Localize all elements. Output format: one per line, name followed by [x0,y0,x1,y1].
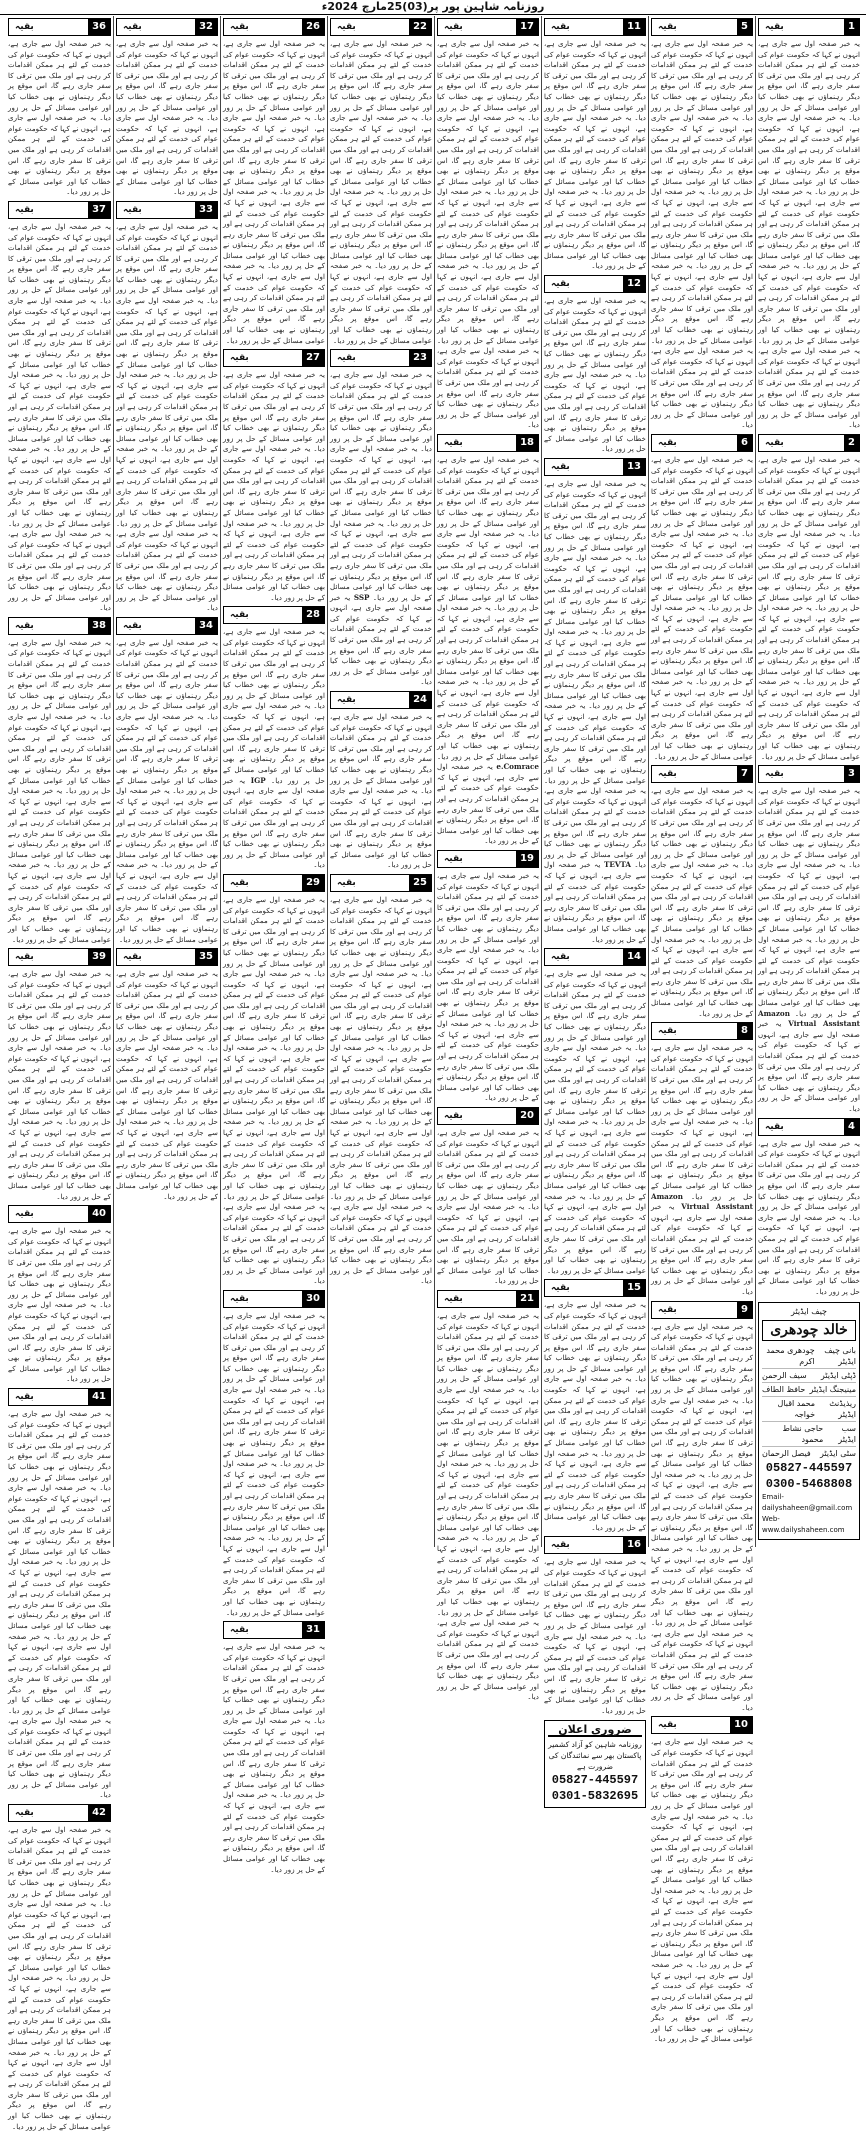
continuation-label: بقیہ [658,1304,677,1315]
continuation-block-22 [330,18,432,346]
continuation-block-23 [330,349,432,688]
continuation-block-28 [223,606,325,871]
story-text: یہ خبر صفحہ اول سے جاری ہے، انہوں نے کہا کہ حکومت عوام کی خدمت کے لئے ہر ممکن اقدامات کر رہی ہے اور ملک میں ترقی کا سفر جاری رہے گا، اس موقع پر دیگر رہنماؤں نے بھی خطاب کیا اور عوامی مسائل کے حل پر زور دیا۔ یہ خبر صفحہ اول سے جاری ہے، انہوں نے کہا کہ حکومت عوام کی خدمت کے لئے ہر ممکن اقدامات کر رہی ہے اور ملک میں ترقی کا سفر جاری رہے گا، اس موقع پر دیگر رہنماؤں نے بھی خطاب کیا اور عوامی مسائل کے حل پر زور دیا۔ یہ خبر صفحہ اول سے جاری ہے، انہوں نے کہا کہ حکومت عوام کی خدمت کے لئے ہر ممکن اقدامات کر رہی ہے اور ملک میں ترقی کا سفر جاری رہے گا، اس موقع پر دیگر رہنماؤں نے بھی خطاب کیا اور عوامی مسائل کے حل پر زور دیا۔ یہ خبر صفحہ اول سے جاری ہے، انہوں نے کہا کہ حکومت عوام کی خدمت کے لئے ہر ممکن اقدامات کر رہی ہے اور ملک میں ترقی کا سفر جاری رہے گا، اس موقع پر دیگر رہنماؤں نے بھی خطاب کیا اور عوامی مسائل کے حل پر زور دیا۔ [8,637,111,944]
imprint-person: حاجی نشاط محمود [782,1423,824,1444]
story-text: یہ خبر صفحہ اول سے جاری ہے، انہوں نے کہا کہ حکومت عوام کی خدمت کے لئے ہر ممکن اقدامات کر رہی ہے اور ملک میں ترقی کا سفر جاری رہے گا، اس موقع پر دیگر رہنماؤں نے بھی خطاب کیا اور عوامی مسائل کے حل پر زور دیا۔ یہ خبر صفحہ اول سے جاری ہے، انہوں نے کہا کہ حکومت عوام کی خدمت کے لئے ہر ممکن اقدامات کر رہی ہے اور ملک میں ترقی کا سفر جاری رہے گا، اس موقع پر دیگر رہنماؤں نے بھی خطاب کیا اور عوامی مسائل کے حل پر زور دیا۔ یہ خبر صفحہ اول سے جاری ہے، انہوں نے کہا کہ حکومت عوام کی خدمت کے لئے ہر ممکن اقدامات کر رہی ہے اور ملک میں ترقی کا سفر جاری رہے گا، اس موقع پر دیگر رہنماؤں نے بھی خطاب کیا اور عوامی مسائل کے حل پر زور دیا۔ یہ خبر صفحہ اول سے جاری ہے، انہوں نے کہا کہ حکومت عوام کی خدمت کے لئے ہر ممکن اقدامات کر رہی ہے اور ملک میں ترقی کا سفر جاری رہے گا، اس موقع پر دیگر رہنماؤں نے بھی خطاب کیا اور عوامی مسائل کے حل پر زور دیا۔ یہ خبر صفحہ اول سے جاری ہے، انہوں نے کہا کہ حکومت عوام کی خدمت کے لئے ہر ممکن اقدامات کر رہی ہے اور ملک میں ترقی کا سفر جاری رہے گا، اس موقع پر دیگر رہنماؤں نے بھی خطاب کیا اور عوامی مسائل کے حل پر زور دیا۔ [651,39,753,430]
continuation-tag [8,1205,111,1223]
continuation-block-35 [116,948,218,1202]
continuation-block-11 [544,18,646,272]
continuation-tag [758,765,860,783]
continuation-label: بقیہ [15,952,34,963]
continuation-number: 14 [623,949,645,965]
continuation-tag [544,458,646,476]
continuation-tag [223,1621,325,1639]
announcement-phone-2: 0301-5832695 [551,1789,639,1804]
column-1 [755,16,862,1547]
story-text: یہ خبر صفحہ اول سے جاری ہے، انہوں نے کہا کہ حکومت عوام کی خدمت کے لئے ہر ممکن اقدامات کر رہی ہے اور ملک میں ترقی کا سفر جاری رہے گا، اس موقع پر دیگر رہنماؤں نے بھی خطاب کیا اور عوامی مسائل کے حل پر زور دیا۔ یہ خبر صفحہ اول سے جاری ہے، انہوں نے کہا کہ حکومت عوام کی خدمت کے لئے ہر ممکن اقدامات کر رہی ہے اور ملک میں ترقی کا سفر جاری رہے گا، اس موقع پر دیگر رہنماؤں نے بھی خطاب کیا اور عوامی مسائل کے حل پر زور دیا۔ یہ خبر صفحہ اول سے جاری ہے، انہوں نے کہا کہ حکومت عوام کی خدمت کے لئے ہر ممکن اقدامات کر رہی ہے اور ملک میں ترقی کا سفر جاری رہے گا، اس موقع پر دیگر رہنماؤں نے بھی خطاب کیا اور عوامی مسائل کے حل پر زور دیا۔ یہ خبر صفحہ اول سے جاری ہے، انہوں نے کہا کہ حکومت عوام کی خدمت کے لئے ہر ممکن اقدامات کر رہی ہے اور ملک میں ترقی کا سفر جاری رہے گا، اس موقع پر دیگر رہنماؤں نے بھی خطاب کیا اور عوامی مسائل کے حل پر زور دیا۔ [223,1310,325,1617]
continuation-label: بقیہ [230,610,249,621]
continuation-number: 41 [88,1389,110,1405]
column-7 [113,16,220,1547]
story-text: یہ خبر صفحہ اول سے جاری ہے، انہوں نے کہا کہ حکومت عوام کی خدمت کے لئے ہر ممکن اقدامات کر رہی ہے اور ملک میں ترقی کا سفر جاری رہے گا، اس موقع پر دیگر رہنماؤں نے بھی خطاب کیا اور عوامی مسائل کے حل پر زور دیا۔ یہ خبر صفحہ اول سے جاری ہے، انہوں نے کہا کہ حکومت عوام کی خدمت کے لئے ہر ممکن اقدامات کر رہی ہے اور ملک میں ترقی کا سفر جاری رہے گا، اس موقع پر دیگر رہنماؤں نے بھی خطاب کیا اور عوامی مسائل کے حل پر زور دیا۔ یہ خبر صفحہ اول سے جاری ہے، انہوں نے کہا کہ حکومت عوام کی خدمت کے لئے ہر ممکن اقدامات کر رہی ہے اور ملک میں ترقی کا سفر جاری رہے گا، اس موقع پر دیگر رہنماؤں نے بھی خطاب کیا اور عوامی مسائل کے حل پر زور دیا۔ یہ خبر صفحہ اول سے جاری ہے، انہوں نے کہا کہ حکومت عوام کی خدمت کے لئے ہر ممکن اقدامات کر رہی ہے اور ملک میں ترقی کا سفر جاری رہے گا، اس موقع پر دیگر رہنماؤں نے بھی خطاب کیا اور عوامی مسائل کے حل پر زور دیا۔ [223,39,325,345]
imprint-role: سب ایڈیٹر [838,1423,856,1444]
continuation-number: 27 [302,350,324,366]
inline-term: e.Comrace [492,762,539,772]
continuation-label: بقیہ [337,22,356,32]
continuation-tag [758,18,860,36]
imprint-row [762,1397,856,1422]
story-text: یہ خبر صفحہ اول سے جاری ہے، انہوں نے کہا کہ حکومت عوام کی خدمت کے لئے ہر ممکن اقدامات کر رہی ہے اور ملک میں ترقی کا سفر جاری رہے گا، اس موقع پر دیگر رہنماؤں نے بھی خطاب کیا اور عوامی مسائل کے حل پر زور دیا۔ یہ خبر صفحہ اول سے جاری ہے، انہوں نے کہا کہ حکومت عوام کی خدمت کے لئے ہر ممکن اقدامات کر رہی ہے اور ملک میں ترقی کا سفر جاری رہے گا، اس موقع پر دیگر رہنماؤں نے بھی خطاب کیا اور عوامی مسائل کے حل پر زور دیا۔ یہ خبر صفحہ اول سے جاری ہے، انہوں نے کہا کہ حکومت عوام کی خدمت کے لئے ہر ممکن اقدامات کر رہی ہے اور ملک میں ترقی کا سفر جاری رہے گا، اس موقع پر دیگر رہنماؤں نے بھی خطاب کیا اور عوامی مسائل کے حل پر زور دیا۔ [8,969,111,1201]
continuation-number: 20 [516,1108,538,1124]
continuation-block-7 [651,765,753,1019]
continuation-number: 29 [302,875,324,891]
story-text: یہ خبر صفحہ اول سے جاری ہے، انہوں نے کہا کہ حکومت عوام کی خدمت کے لئے ہر ممکن اقدامات کر رہی ہے اور ملک میں ترقی کا سفر جاری رہے گا، اس موقع پر دیگر رہنماؤں نے بھی خطاب کیا اور عوامی مسائل کے حل پر زور دیا۔ یہ خبر صفحہ اول سے جاری ہے، انہوں نے کہا کہ حکومت عوام کی خدمت کے لئے ہر ممکن اقدامات کر رہی ہے اور ملک میں ترقی کا سفر جاری رہے گا، اس موقع پر دیگر رہنماؤں نے بھی خطاب کیا اور عوامی مسائل کے حل پر زور دیا۔ IGP یہ خبر صفحہ اول سے جاری ہے، انہوں نے کہا کہ حکومت عوام کی خدمت کے لئے ہر ممکن اقدامات کر رہی ہے اور ملک میں ترقی کا سفر جاری رہے گا، اس موقع پر دیگر رہنماؤں نے بھی خطاب کیا اور عوامی مسائل کے حل پر زور دیا۔ [223,627,325,870]
story-text: یہ خبر صفحہ اول سے جاری ہے، انہوں نے کہا کہ حکومت عوام کی خدمت کے لئے ہر ممکن اقدامات کر رہی ہے اور ملک میں ترقی کا سفر جاری رہے گا، اس موقع پر دیگر رہنماؤں نے بھی خطاب کیا اور عوامی مسائل کے حل پر زور دیا۔ یہ خبر صفحہ اول سے جاری ہے، انہوں نے کہا کہ حکومت عوام کی خدمت کے لئے ہر ممکن اقدامات کر رہی ہے اور ملک میں ترقی کا سفر جاری رہے گا، اس موقع پر دیگر رہنماؤں نے بھی خطاب کیا اور عوامی مسائل کے حل پر زور دیا۔ یہ خبر صفحہ اول سے جاری ہے، انہوں نے کہا کہ حکومت عوام کی خدمت کے لئے ہر ممکن اقدامات کر رہی ہے اور ملک میں ترقی کا سفر جاری رہے گا، اس موقع پر دیگر رہنماؤں نے بھی خطاب کیا اور عوامی مسائل کے حل پر زور دیا۔ Amazon Virtual Assistant یہ خبر صفحہ اول سے جاری ہے، انہوں نے کہا کہ حکومت عوام کی خدمت کے لئے ہر ممکن اقدامات کر رہی ہے اور ملک میں ترقی کا سفر جاری رہے گا، اس موقع پر دیگر رہنماؤں نے بھی خطاب کیا اور عوامی مسائل کے حل پر زور دیا۔ [758,786,860,1113]
story-text: یہ خبر صفحہ اول سے جاری ہے، انہوں نے کہا کہ حکومت عوام کی خدمت کے لئے ہر ممکن اقدامات کر رہی ہے اور ملک میں ترقی کا سفر جاری رہے گا، اس موقع پر دیگر رہنماؤں نے بھی خطاب کیا اور عوامی مسائل کے حل پر زور دیا۔ یہ خبر صفحہ اول سے جاری ہے، انہوں نے کہا کہ حکومت عوام کی خدمت کے لئے ہر ممکن اقدامات کر رہی ہے اور ملک میں ترقی کا سفر جاری رہے گا، اس موقع پر دیگر رہنماؤں نے بھی خطاب کیا اور عوامی مسائل کے حل پر زور دیا۔ [544,296,646,454]
continuation-tag [223,349,325,367]
story-text: یہ خبر صفحہ اول سے جاری ہے، انہوں نے کہا کہ حکومت عوام کی خدمت کے لئے ہر ممکن اقدامات کر رہی ہے اور ملک میں ترقی کا سفر جاری رہے گا، اس موقع پر دیگر رہنماؤں نے بھی خطاب کیا اور عوامی مسائل کے حل پر زور دیا۔ یہ خبر صفحہ اول سے جاری ہے، انہوں نے کہا کہ حکومت عوام کی خدمت کے لئے ہر ممکن اقدامات کر رہی ہے اور ملک میں ترقی کا سفر جاری رہے گا، اس موقع پر دیگر رہنماؤں نے بھی خطاب کیا اور عوامی مسائل کے حل پر زور دیا۔ یہ خبر صفحہ اول سے جاری ہے، انہوں نے کہا کہ حکومت عوام کی خدمت کے لئے ہر ممکن اقدامات کر رہی ہے اور ملک میں ترقی کا سفر جاری رہے گا، اس موقع پر دیگر رہنماؤں نے بھی خطاب کیا اور عوامی مسائل کے حل پر زور دیا۔ یہ خبر صفحہ اول سے جاری ہے، انہوں نے کہا کہ حکومت عوام کی خدمت کے لئے ہر ممکن اقدامات کر رہی ہے اور ملک میں ترقی کا سفر جاری رہے گا، اس موقع پر دیگر رہنماؤں نے بھی خطاب کیا اور عوامی مسائل کے حل پر زور دیا۔ یہ خبر صفحہ اول سے جاری ہے، انہوں نے کہا کہ حکومت عوام کی خدمت کے لئے ہر ممکن اقدامات کر رہی ہے اور ملک میں ترقی کا سفر جاری رہے گا، اس موقع پر دیگر رہنماؤں نے بھی خطاب کیا اور عوامی مسائل کے حل پر زور دیا۔ [437,1310,539,1702]
continuation-tag [8,1388,111,1406]
story-text: یہ خبر صفحہ اول سے جاری ہے، انہوں نے کہا کہ حکومت عوام کی خدمت کے لئے ہر ممکن اقدامات کر رہی ہے اور ملک میں ترقی کا سفر جاری رہے گا، اس موقع پر دیگر رہنماؤں نے بھی خطاب کیا اور عوامی مسائل کے حل پر زور دیا۔ یہ خبر صفحہ اول سے جاری ہے، انہوں نے کہا کہ حکومت عوام کی خدمت کے لئے ہر ممکن اقدامات کر رہی ہے اور ملک میں ترقی کا سفر جاری رہے گا، اس موقع پر دیگر رہنماؤں نے بھی خطاب کیا اور عوامی مسائل کے حل پر زور دیا۔ یہ خبر صفحہ اول سے جاری ہے، انہوں نے کہا کہ حکومت عوام کی خدمت کے لئے ہر ممکن اقدامات کر رہی ہے اور ملک میں ترقی کا سفر جاری رہے گا، اس موقع پر دیگر رہنماؤں نے بھی خطاب کیا اور عوامی مسائل کے حل پر زور دیا۔ [651,786,753,1018]
continuation-tag [651,1301,753,1319]
continuation-tag [330,691,432,709]
imprint-role: ڈپٹی ایڈیٹر [820,1370,856,1380]
story-text: یہ خبر صفحہ اول سے جاری ہے، انہوں نے کہا کہ حکومت عوام کی خدمت کے لئے ہر ممکن اقدامات کر رہی ہے اور ملک میں ترقی کا سفر جاری رہے گا، اس موقع پر دیگر رہنماؤں نے بھی خطاب کیا اور عوامی مسائل کے حل پر زور دیا۔ یہ خبر صفحہ اول سے جاری ہے، انہوں نے کہا کہ حکومت عوام کی خدمت کے لئے ہر ممکن اقدامات کر رہی ہے اور ملک میں ترقی کا سفر جاری رہے گا، اس موقع پر دیگر رہنماؤں نے بھی خطاب کیا اور عوامی مسائل کے حل پر زور دیا۔ یہ خبر صفحہ اول سے جاری ہے، انہوں نے کہا کہ حکومت عوام کی خدمت کے لئے ہر ممکن اقدامات کر رہی ہے اور ملک میں ترقی کا سفر جاری رہے گا، اس موقع پر دیگر رہنماؤں نے بھی خطاب کیا اور عوامی مسائل کے حل پر زور دیا۔ [223,370,325,602]
continuation-tag [223,1290,325,1308]
continuation-tag [330,349,432,367]
continuation-tag [544,1279,646,1297]
continuation-block-5 [651,18,753,431]
continuation-tag [8,18,111,36]
story-text: یہ خبر صفحہ اول سے جاری ہے، انہوں نے کہا کہ حکومت عوام کی خدمت کے لئے ہر ممکن اقدامات کر رہی ہے اور ملک میں ترقی کا سفر جاری رہے گا، اس موقع پر دیگر رہنماؤں نے بھی خطاب کیا اور عوامی مسائل کے حل پر زور دیا۔ یہ خبر صفحہ اول سے جاری ہے، انہوں نے کہا کہ حکومت عوام کی خدمت کے لئے ہر ممکن اقدامات کر رہی ہے اور ملک میں ترقی کا سفر جاری رہے گا، اس موقع پر دیگر رہنماؤں نے بھی خطاب کیا اور عوامی مسائل کے حل پر زور دیا۔ یہ خبر صفحہ اول سے جاری ہے، انہوں نے کہا کہ حکومت عوام کی خدمت کے لئے ہر ممکن اقدامات کر رہی ہے اور ملک میں ترقی کا سفر جاری رہے گا، اس موقع پر دیگر رہنماؤں نے بھی خطاب کیا اور عوامی مسائل کے حل پر زور دیا۔ یہ خبر صفحہ اول سے جاری ہے، انہوں نے کہا کہ حکومت عوام کی خدمت کے لئے ہر ممکن اقدامات کر رہی ہے اور ملک میں ترقی کا سفر جاری رہے گا، اس موقع پر دیگر رہنماؤں نے بھی خطاب کیا اور عوامی مسائل کے حل پر زور دیا۔ یہ خبر صفحہ اول سے جاری ہے، انہوں نے کہا کہ حکومت عوام کی خدمت کے لئے ہر ممکن اقدامات کر رہی ہے اور ملک میں ترقی کا سفر جاری رہے گا، اس موقع پر دیگر رہنماؤں نے بھی خطاب کیا اور عوامی مسائل کے حل پر زور دیا۔ [223,894,325,1286]
column-4 [434,16,541,1702]
column-2 [648,16,755,2044]
imprint-phone-1: 05827-445597 [765,1460,853,1475]
continuation-block-40 [8,1205,111,1385]
continuation-tag [437,1107,539,1125]
announcement-box [544,1720,646,1808]
story-text: یہ خبر صفحہ اول سے جاری ہے، انہوں نے کہا کہ حکومت عوام کی خدمت کے لئے ہر ممکن اقدامات کر رہی ہے اور ملک میں ترقی کا سفر جاری رہے گا، اس موقع پر دیگر رہنماؤں نے بھی خطاب کیا اور عوامی مسائل کے حل پر زور دیا۔ یہ خبر صفحہ اول سے جاری ہے، انہوں نے کہا کہ حکومت عوام کی خدمت کے لئے ہر ممکن اقدامات کر رہی ہے اور ملک میں ترقی کا سفر جاری رہے گا، اس موقع پر دیگر رہنماؤں نے بھی خطاب کیا اور عوامی مسائل کے حل پر زور دیا۔ یہ خبر صفحہ اول سے جاری ہے، انہوں نے کہا کہ حکومت عوام کی خدمت کے لئے ہر ممکن اقدامات کر رہی ہے اور ملک میں ترقی کا سفر جاری رہے گا، اس موقع پر دیگر رہنماؤں نے بھی خطاب کیا اور عوامی مسائل کے حل پر زور دیا۔ یہ خبر صفحہ اول سے جاری ہے، انہوں نے کہا کہ حکومت عوام کی خدمت کے لئے ہر ممکن اقدامات کر رہی ہے اور ملک میں ترقی کا سفر جاری رہے گا، اس موقع پر دیگر رہنماؤں نے بھی خطاب کیا اور عوامی مسائل کے حل پر زور دیا۔ یہ خبر صفحہ اول سے جاری ہے، انہوں نے کہا کہ حکومت عوام کی خدمت کے لئے ہر ممکن اقدامات کر رہی ہے اور ملک میں ترقی کا سفر جاری رہے گا، اس موقع پر دیگر رہنماؤں نے بھی خطاب کیا اور عوامی مسائل کے حل پر زور دیا۔ [116,221,218,613]
continuation-label: بقیہ [551,22,570,32]
continuation-number: 16 [623,1537,645,1553]
story-text: یہ خبر صفحہ اول سے جاری ہے، انہوں نے کہا کہ حکومت عوام کی خدمت کے لئے ہر ممکن اقدامات کر رہی ہے اور ملک میں ترقی کا سفر جاری رہے گا، اس موقع پر دیگر رہنماؤں نے بھی خطاب کیا اور عوامی مسائل کے حل پر زور دیا۔ یہ خبر صفحہ اول سے جاری ہے، انہوں نے کہا کہ حکومت عوام کی خدمت کے لئے ہر ممکن اقدامات کر رہی ہے اور ملک میں ترقی کا سفر جاری رہے گا، اس موقع پر دیگر رہنماؤں نے بھی خطاب کیا اور عوامی مسائل کے حل پر زور دیا۔ یہ خبر صفحہ اول سے جاری ہے، انہوں نے کہا کہ حکومت عوام کی خدمت کے لئے ہر ممکن اقدامات کر رہی ہے اور ملک میں ترقی کا سفر جاری رہے گا، اس موقع پر دیگر رہنماؤں نے بھی خطاب کیا اور عوامی مسائل کے حل پر زور دیا۔ [437,870,539,1103]
story-text: یہ خبر صفحہ اول سے جاری ہے، انہوں نے کہا کہ حکومت عوام کی خدمت کے لئے ہر ممکن اقدامات کر رہی ہے اور ملک میں ترقی کا سفر جاری رہے گا، اس موقع پر دیگر رہنماؤں نے بھی خطاب کیا اور عوامی مسائل کے حل پر زور دیا۔ یہ خبر صفحہ اول سے جاری ہے، انہوں نے کہا کہ حکومت عوام کی خدمت کے لئے ہر ممکن اقدامات کر رہی ہے اور ملک میں ترقی کا سفر جاری رہے گا، اس موقع پر دیگر رہنماؤں نے بھی خطاب کیا اور عوامی مسائل کے حل پر زور دیا۔ [330,712,432,870]
continuation-block-30 [223,1290,325,1618]
continuation-label: بقیہ [230,22,249,32]
continuation-block-36 [8,18,111,198]
story-text: یہ خبر صفحہ اول سے جاری ہے، انہوں نے کہا کہ حکومت عوام کی خدمت کے لئے ہر ممکن اقدامات کر رہی ہے اور ملک میں ترقی کا سفر جاری رہے گا، اس موقع پر دیگر رہنماؤں نے بھی خطاب کیا اور عوامی مسائل کے حل پر زور دیا۔ یہ خبر صفحہ اول سے جاری ہے، انہوں نے کہا کہ حکومت عوام کی خدمت کے لئے ہر ممکن اقدامات کر رہی ہے اور ملک میں ترقی کا سفر جاری رہے گا، اس موقع پر دیگر رہنماؤں نے بھی خطاب کیا اور عوامی مسائل کے حل پر زور دیا۔ یہ خبر صفحہ اول سے جاری ہے، انہوں نے کہا کہ حکومت عوام کی خدمت کے لئے ہر ممکن اقدامات کر رہی ہے اور ملک میں ترقی کا سفر جاری رہے گا، اس موقع پر دیگر رہنماؤں نے بھی خطاب کیا اور عوامی مسائل کے حل پر زور دیا۔ [544,39,646,271]
continuation-label: بقیہ [15,22,34,32]
story-text: یہ خبر صفحہ اول سے جاری ہے، انہوں نے کہا کہ حکومت عوام کی خدمت کے لئے ہر ممکن اقدامات کر رہی ہے اور ملک میں ترقی کا سفر جاری رہے گا، اس موقع پر دیگر رہنماؤں نے بھی خطاب کیا اور عوامی مسائل کے حل پر زور دیا۔ یہ خبر صفحہ اول سے جاری ہے، انہوں نے کہا کہ حکومت عوام کی خدمت کے لئے ہر ممکن اقدامات کر رہی ہے اور ملک میں ترقی کا سفر جاری رہے گا، اس موقع پر دیگر رہنماؤں نے بھی خطاب کیا اور عوامی مسائل کے حل پر زور دیا۔ [758,1138,860,1296]
continuation-label: بقیہ [551,1540,570,1551]
continuation-label: بقیہ [230,1293,249,1304]
continuation-number: 23 [409,350,431,366]
continuation-label: بقیہ [337,877,356,888]
continuation-number: 13 [623,459,645,475]
continuation-label: بقیہ [765,22,784,32]
continuation-block-27 [223,349,325,603]
continuation-tag [651,1022,753,1040]
continuation-number: 10 [730,1717,752,1733]
continuation-block-37 [8,201,111,614]
continuation-tag [651,434,753,452]
continuation-block-25 [330,874,432,1287]
continuation-block-16 [544,1536,646,1716]
continuation-block-33 [116,201,218,614]
imprint-row [762,1344,856,1369]
continuation-tag [8,1804,111,1822]
chief-editor-name: خالد چودھری [762,1320,856,1341]
continuation-tag [651,765,753,783]
imprint-box [758,1302,860,1540]
continuation-tag [544,948,646,966]
continuation-label: بقیہ [658,769,677,780]
story-text: یہ خبر صفحہ اول سے جاری ہے، انہوں نے کہا کہ حکومت عوام کی خدمت کے لئے ہر ممکن اقدامات کر رہی ہے اور ملک میں ترقی کا سفر جاری رہے گا، اس موقع پر دیگر رہنماؤں نے بھی خطاب کیا اور عوامی مسائل کے حل پر زور دیا۔ یہ خبر صفحہ اول سے جاری ہے، انہوں نے کہا کہ حکومت عوام کی خدمت کے لئے ہر ممکن اقدامات کر رہی ہے اور ملک میں ترقی کا سفر جاری رہے گا، اس موقع پر دیگر رہنماؤں نے بھی خطاب کیا اور عوامی مسائل کے حل پر زور دیا۔ یہ خبر صفحہ اول سے جاری ہے، انہوں نے کہا کہ حکومت عوام کی خدمت کے لئے ہر ممکن اقدامات کر رہی ہے اور ملک میں ترقی کا سفر جاری رہے گا، اس موقع پر دیگر رہنماؤں نے بھی خطاب کیا اور عوامی مسائل کے حل پر زور دیا۔ یہ خبر صفحہ اول سے جاری ہے، انہوں نے کہا کہ حکومت عوام کی خدمت کے لئے ہر ممکن اقدامات کر رہی ہے اور ملک میں ترقی کا سفر جاری رہے گا، اس موقع پر دیگر رہنماؤں نے بھی خطاب کیا اور عوامی مسائل کے حل پر زور دیا۔ یہ خبر صفحہ اول سے جاری ہے، انہوں نے کہا کہ حکومت عوام کی خدمت کے لئے ہر ممکن اقدامات کر رہی ہے اور ملک میں ترقی کا سفر جاری رہے گا، اس موقع پر دیگر رہنماؤں نے بھی خطاب کیا اور عوامی مسائل کے حل پر زور دیا۔ TEVTA یہ خبر صفحہ اول سے جاری ہے، انہوں نے کہا کہ حکومت عوام کی خدمت کے لئے ہر ممکن اقدامات کر رہی ہے اور ملک میں ترقی کا سفر جاری رہے گا، اس موقع پر دیگر رہنماؤں نے بھی خطاب کیا اور عوامی مسائل کے حل پر زور دیا۔ [544,478,646,944]
continuation-number: 2 [844,435,859,451]
continuation-number: 7 [737,766,752,782]
continuation-number: 38 [88,618,110,634]
continuation-number: 25 [409,875,431,891]
story-text: یہ خبر صفحہ اول سے جاری ہے، انہوں نے کہا کہ حکومت عوام کی خدمت کے لئے ہر ممکن اقدامات کر رہی ہے اور ملک میں ترقی کا سفر جاری رہے گا، اس موقع پر دیگر رہنماؤں نے بھی خطاب کیا اور عوامی مسائل کے حل پر زور دیا۔ یہ خبر صفحہ اول سے جاری ہے، انہوں نے کہا کہ حکومت عوام کی خدمت کے لئے ہر ممکن اقدامات کر رہی ہے اور ملک میں ترقی کا سفر جاری رہے گا، اس موقع پر دیگر رہنماؤں نے بھی خطاب کیا اور عوامی مسائل کے حل پر زور دیا۔ یہ خبر صفحہ اول سے جاری ہے، انہوں نے کہا کہ حکومت عوام کی خدمت کے لئے ہر ممکن اقدامات کر رہی ہے اور ملک میں ترقی کا سفر جاری رہے گا، اس موقع پر دیگر رہنماؤں نے بھی خطاب کیا اور عوامی مسائل کے حل پر زور دیا۔ یہ خبر صفحہ اول سے جاری ہے، انہوں نے کہا کہ حکومت عوام کی خدمت کے لئے ہر ممکن اقدامات کر رہی ہے اور ملک میں ترقی کا سفر جاری رہے گا، اس موقع پر دیگر رہنماؤں نے بھی خطاب کیا اور عوامی مسائل کے حل پر زور دیا۔ [651,454,753,761]
continuation-label: بقیہ [551,461,570,472]
continuation-number: 22 [409,19,431,35]
continuation-tag [223,606,325,624]
continuation-number: 8 [737,1023,752,1039]
story-text: یہ خبر صفحہ اول سے جاری ہے، انہوں نے کہا کہ حکومت عوام کی خدمت کے لئے ہر ممکن اقدامات کر رہی ہے اور ملک میں ترقی کا سفر جاری رہے گا، اس موقع پر دیگر رہنماؤں نے بھی خطاب کیا اور عوامی مسائل کے حل پر زور دیا۔ یہ خبر صفحہ اول سے جاری ہے، انہوں نے کہا کہ حکومت عوام کی خدمت کے لئے ہر ممکن اقدامات کر رہی ہے اور ملک میں ترقی کا سفر جاری رہے گا، اس موقع پر دیگر رہنماؤں نے بھی خطاب کیا اور عوامی مسائل کے حل پر زور دیا۔ [8,39,111,197]
continuation-tag [8,948,111,966]
continuation-number: 32 [195,19,217,35]
continuation-block-34 [116,617,218,945]
continuation-tag [330,874,432,892]
continuation-label: بقیہ [230,1625,249,1636]
continuation-label: بقیہ [230,877,249,888]
announcement-title: ضروری اعلان [548,1724,642,1737]
story-text: یہ خبر صفحہ اول سے جاری ہے، انہوں نے کہا کہ حکومت عوام کی خدمت کے لئے ہر ممکن اقدامات کر رہی ہے اور ملک میں ترقی کا سفر جاری رہے گا، اس موقع پر دیگر رہنماؤں نے بھی خطاب کیا اور عوامی مسائل کے حل پر زور دیا۔ یہ خبر صفحہ اول سے جاری ہے، انہوں نے کہا کہ حکومت عوام کی خدمت کے لئے ہر ممکن اقدامات کر رہی ہے اور ملک میں ترقی کا سفر جاری رہے گا، اس موقع پر دیگر رہنماؤں نے بھی خطاب کیا اور عوامی مسائل کے حل پر زور دیا۔ [437,1128,539,1286]
continuation-block-3 [758,765,860,1114]
continuation-block-29 [223,874,325,1287]
continuation-label: بقیہ [765,769,784,780]
chief-editor-label: چیف ایڈیٹر [791,1306,827,1316]
continuation-tag [544,275,646,293]
continuation-number: 5 [737,19,752,35]
continuation-number: 9 [737,1302,752,1318]
continuation-block-42 [8,1804,111,2132]
continuation-number: 6 [737,435,752,451]
imprint-person: چودھری محمد اکرم [766,1345,815,1366]
continuation-number: 30 [302,1291,324,1307]
continuation-number: 3 [844,766,859,782]
continuation-block-8 [651,1022,753,1297]
continuation-label: بقیہ [123,952,142,963]
story-text: یہ خبر صفحہ اول سے جاری ہے، انہوں نے کہا کہ حکومت عوام کی خدمت کے لئے ہر ممکن اقدامات کر رہی ہے اور ملک میں ترقی کا سفر جاری رہے گا، اس موقع پر دیگر رہنماؤں نے بھی خطاب کیا اور عوامی مسائل کے حل پر زور دیا۔ یہ خبر صفحہ اول سے جاری ہے، انہوں نے کہا کہ حکومت عوام کی خدمت کے لئے ہر ممکن اقدامات کر رہی ہے اور ملک میں ترقی کا سفر جاری رہے گا، اس موقع پر دیگر رہنماؤں نے بھی خطاب کیا اور عوامی مسائل کے حل پر زور دیا۔ یہ خبر صفحہ اول سے جاری ہے، انہوں نے کہا کہ حکومت عوام کی خدمت کے لئے ہر ممکن اقدامات کر رہی ہے اور ملک میں ترقی کا سفر جاری رہے گا، اس موقع پر دیگر رہنماؤں نے بھی خطاب کیا اور عوامی مسائل کے حل پر زور دیا۔ [544,1300,646,1532]
continuation-block-39 [8,948,111,1202]
imprint-role: ریذیڈنٹ ایڈیٹر [829,1398,856,1419]
story-text: یہ خبر صفحہ اول سے جاری ہے، انہوں نے کہا کہ حکومت عوام کی خدمت کے لئے ہر ممکن اقدامات کر رہی ہے اور ملک میں ترقی کا سفر جاری رہے گا، اس موقع پر دیگر رہنماؤں نے بھی خطاب کیا اور عوامی مسائل کے حل پر زور دیا۔ یہ خبر صفحہ اول سے جاری ہے، انہوں نے کہا کہ حکومت عوام کی خدمت کے لئے ہر ممکن اقدامات کر رہی ہے اور ملک میں ترقی کا سفر جاری رہے گا، اس موقع پر دیگر رہنماؤں نے بھی خطاب کیا اور عوامی مسائل کے حل پر زور دیا۔ یہ خبر صفحہ اول سے جاری ہے، انہوں نے کہا کہ حکومت عوام کی خدمت کے لئے ہر ممکن اقدامات کر رہی ہے اور ملک میں ترقی کا سفر جاری رہے گا، اس موقع پر دیگر رہنماؤں نے بھی خطاب کیا اور عوامی مسائل کے حل پر زور دیا۔ یہ خبر صفحہ اول سے جاری ہے، انہوں نے کہا کہ حکومت عوام کی خدمت کے لئے ہر ممکن اقدامات کر رہی ہے اور ملک میں ترقی کا سفر جاری رہے گا، اس موقع پر دیگر رہنماؤں نے بھی خطاب کیا اور عوامی مسائل کے حل پر زور دیا۔ [330,39,432,345]
continuation-tag [758,1118,860,1136]
continuation-label: بقیہ [444,853,463,864]
continuation-tag [651,1716,753,1734]
continuation-block-38 [8,617,111,945]
continuation-block-2 [758,434,860,762]
continuation-tag [223,18,325,36]
continuation-number: 33 [195,202,217,218]
continuation-label: بقیہ [551,952,570,963]
imprint-row [762,1422,856,1447]
inline-term: SSP [350,592,370,602]
continuation-number: 26 [302,19,324,35]
imprint-row [762,1447,856,1460]
story-text: یہ خبر صفحہ اول سے جاری ہے، انہوں نے کہا کہ حکومت عوام کی خدمت کے لئے ہر ممکن اقدامات کر رہی ہے اور ملک میں ترقی کا سفر جاری رہے گا، اس موقع پر دیگر رہنماؤں نے بھی خطاب کیا اور عوامی مسائل کے حل پر زور دیا۔ یہ خبر صفحہ اول سے جاری ہے، انہوں نے کہا کہ حکومت عوام کی خدمت کے لئے ہر ممکن اقدامات کر رہی ہے اور ملک میں ترقی کا سفر جاری رہے گا، اس موقع پر دیگر رہنماؤں نے بھی خطاب کیا اور عوامی مسائل کے حل پر زور دیا۔ یہ خبر صفحہ اول سے جاری ہے، انہوں نے کہا کہ حکومت عوام کی خدمت کے لئے ہر ممکن اقدامات کر رہی ہے اور ملک میں ترقی کا سفر جاری رہے گا، اس موقع پر دیگر رہنماؤں نے بھی خطاب کیا اور عوامی مسائل کے حل پر زور دیا۔ یہ خبر صفحہ اول سے جاری ہے، انہوں نے کہا کہ حکومت عوام کی خدمت کے لئے ہر ممکن اقدامات کر رہی ہے اور ملک میں ترقی کا سفر جاری رہے گا، اس موقع پر دیگر رہنماؤں نے بھی خطاب کیا اور عوامی مسائل کے حل پر زور دیا۔ یہ خبر صفحہ اول سے جاری ہے، انہوں نے کہا کہ حکومت عوام کی خدمت کے لئے ہر ممکن اقدامات کر رہی ہے اور ملک میں ترقی کا سفر جاری رہے گا، اس موقع پر دیگر رہنماؤں نے بھی خطاب کیا اور عوامی مسائل کے حل پر زور دیا۔ [437,39,539,430]
continuation-label: بقیہ [337,695,356,706]
continuation-label: بقیہ [658,1720,677,1731]
continuation-tag [223,874,325,892]
continuation-label: بقیہ [444,1111,463,1121]
imprint-web: Web-www.dailyshaheen.com [762,1514,845,1534]
continuation-label: بقیہ [658,22,677,32]
continuation-tag [651,18,753,36]
continuation-tag [437,1290,539,1308]
imprint-email: Email-dailyshaheen@gmail.com [762,1492,853,1512]
story-text: یہ خبر صفحہ اول سے جاری ہے، انہوں نے کہا کہ حکومت عوام کی خدمت کے لئے ہر ممکن اقدامات کر رہی ہے اور ملک میں ترقی کا سفر جاری رہے گا، اس موقع پر دیگر رہنماؤں نے بھی خطاب کیا اور عوامی مسائل کے حل پر زور دیا۔ یہ خبر صفحہ اول سے جاری ہے، انہوں نے کہا کہ حکومت عوام کی خدمت کے لئے ہر ممکن اقدامات کر رہی ہے اور ملک میں ترقی کا سفر جاری رہے گا، اس موقع پر دیگر رہنماؤں نے بھی خطاب کیا اور عوامی مسائل کے حل پر زور دیا۔ یہ خبر صفحہ اول سے جاری ہے، انہوں نے کہا کہ حکومت عوام کی خدمت کے لئے ہر ممکن اقدامات کر رہی ہے اور ملک میں ترقی کا سفر جاری رہے گا، اس موقع پر دیگر رہنماؤں نے بھی خطاب کیا اور عوامی مسائل کے حل پر زور دیا۔ یہ خبر صفحہ اول سے جاری ہے، انہوں نے کہا کہ حکومت عوام کی خدمت کے لئے ہر ممکن اقدامات کر رہی ہے اور ملک میں ترقی کا سفر جاری رہے گا، اس موقع پر دیگر رہنماؤں نے بھی خطاب کیا اور عوامی مسائل کے حل پر زور دیا۔ یہ خبر صفحہ اول سے جاری ہے، انہوں نے کہا کہ حکومت عوام کی خدمت کے لئے ہر ممکن اقدامات کر رہی ہے اور ملک میں ترقی کا سفر جاری رہے گا، اس موقع پر دیگر رہنماؤں نے بھی خطاب کیا اور عوامی مسائل کے حل پر زور دیا۔ [330,894,432,1286]
continuation-number: 15 [623,1280,645,1296]
story-text: یہ خبر صفحہ اول سے جاری ہے، انہوں نے کہا کہ حکومت عوام کی خدمت کے لئے ہر ممکن اقدامات کر رہی ہے اور ملک میں ترقی کا سفر جاری رہے گا، اس موقع پر دیگر رہنماؤں نے بھی خطاب کیا اور عوامی مسائل کے حل پر زور دیا۔ یہ خبر صفحہ اول سے جاری ہے، انہوں نے کہا کہ حکومت عوام کی خدمت کے لئے ہر ممکن اقدامات کر رہی ہے اور ملک میں ترقی کا سفر جاری رہے گا، اس موقع پر دیگر رہنماؤں نے بھی خطاب کیا اور عوامی مسائل کے حل پر زور دیا۔ یہ خبر صفحہ اول سے جاری ہے، انہوں نے کہا کہ حکومت عوام کی خدمت کے لئے ہر ممکن اقدامات کر رہی ہے اور ملک میں ترقی کا سفر جاری رہے گا، اس موقع پر دیگر رہنماؤں نے بھی خطاب کیا اور عوامی مسائل کے حل پر زور دیا۔ یہ خبر صفحہ اول سے جاری ہے، انہوں نے کہا کہ حکومت عوام کی خدمت کے لئے ہر ممکن اقدامات کر رہی ہے اور ملک میں ترقی کا سفر جاری رہے گا، اس موقع پر دیگر رہنماؤں نے بھی خطاب کیا اور عوامی مسائل کے حل پر زور دیا۔ [8,1825,111,2131]
continuation-label: بقیہ [444,22,463,32]
continuation-label: بقیہ [15,1209,34,1220]
announcement-phone-1: 05827-445597 [551,1773,639,1788]
imprint-person: فیصل الرحمان [762,1448,811,1458]
continuation-block-6 [651,434,753,762]
continuation-tag [8,201,111,219]
inline-term: Amazon Virtual Assistant [758,1008,860,1029]
continuation-label: بقیہ [15,620,34,631]
imprint-person: حافظ الطاف [762,1384,806,1394]
continuation-block-1 [758,18,860,431]
continuation-number: 40 [88,1206,110,1222]
continuation-number: 24 [409,692,431,708]
continuation-block-15 [544,1279,646,1533]
continuation-tag [544,18,646,36]
continuation-number: 35 [195,949,217,965]
continuation-block-31 [223,1621,325,1875]
continuation-block-32 [116,18,218,198]
continuation-number: 19 [516,851,538,867]
continuation-block-24 [330,691,432,871]
column-3 [541,16,648,1804]
continuation-label: بقیہ [230,353,249,364]
continuation-number: 1 [844,19,859,35]
column-5 [327,16,434,1547]
imprint-person: سیف الرحمن [762,1370,807,1380]
continuation-block-10 [651,1716,753,2044]
continuation-tag [116,948,218,966]
continuation-tag [8,617,111,635]
announcement-body: روزنامہ شاہین کو آزاد کشمیر پاکستان بھر سے نمائندگان کی ضرورت ہے [548,1740,642,1772]
story-text: یہ خبر صفحہ اول سے جاری ہے، انہوں نے کہا کہ حکومت عوام کی خدمت کے لئے ہر ممکن اقدامات کر رہی ہے اور ملک میں ترقی کا سفر جاری رہے گا، اس موقع پر دیگر رہنماؤں نے بھی خطاب کیا اور عوامی مسائل کے حل پر زور دیا۔ یہ خبر صفحہ اول سے جاری ہے، انہوں نے کہا کہ حکومت عوام کی خدمت کے لئے ہر ممکن اقدامات کر رہی ہے اور ملک میں ترقی کا سفر جاری رہے گا، اس موقع پر دیگر رہنماؤں نے بھی خطاب کیا اور عوامی مسائل کے حل پر زور دیا۔ یہ خبر صفحہ اول سے جاری ہے، انہوں نے کہا کہ حکومت عوام کی خدمت کے لئے ہر ممکن اقدامات کر رہی ہے اور ملک میں ترقی کا سفر جاری رہے گا، اس موقع پر دیگر رہنماؤں نے بھی خطاب کیا اور عوامی مسائل کے حل پر زور دیا۔ یہ خبر صفحہ اول سے جاری ہے، انہوں نے کہا کہ حکومت عوام کی خدمت کے لئے ہر ممکن اقدامات کر رہی ہے اور ملک میں ترقی کا سفر جاری رہے گا، اس موقع پر دیگر رہنماؤں نے بھی خطاب کیا اور عوامی مسائل کے حل پر زور دیا۔ یہ خبر صفحہ اول سے جاری ہے، انہوں نے کہا کہ حکومت عوام کی خدمت کے لئے ہر ممکن اقدامات کر رہی ہے اور ملک میں ترقی کا سفر جاری رہے گا، اس موقع پر دیگر رہنماؤں نے بھی خطاب کیا اور عوامی مسائل کے حل پر زور دیا۔ [8,1409,111,1800]
continuation-number: 18 [516,435,538,451]
continuation-tag [330,18,432,36]
imprint-row [762,1369,856,1383]
continuation-block-18 [437,434,539,847]
continuation-label: بقیہ [15,1392,34,1403]
story-text: یہ خبر صفحہ اول سے جاری ہے، انہوں نے کہا کہ حکومت عوام کی خدمت کے لئے ہر ممکن اقدامات کر رہی ہے اور ملک میں ترقی کا سفر جاری رہے گا، اس موقع پر دیگر رہنماؤں نے بھی خطاب کیا اور عوامی مسائل کے حل پر زور دیا۔ یہ خبر صفحہ اول سے جاری ہے، انہوں نے کہا کہ حکومت عوام کی خدمت کے لئے ہر ممکن اقدامات کر رہی ہے اور ملک میں ترقی کا سفر جاری رہے گا، اس موقع پر دیگر رہنماؤں نے بھی خطاب کیا اور عوامی مسائل کے حل پر زور دیا۔ یہ خبر صفحہ اول سے جاری ہے، انہوں نے کہا کہ حکومت عوام کی خدمت کے لئے ہر ممکن اقدامات کر رہی ہے اور ملک میں ترقی کا سفر جاری رہے گا، اس موقع پر دیگر رہنماؤں نے بھی خطاب کیا اور عوامی مسائل کے حل پر زور دیا۔ یہ خبر صفحہ اول سے جاری ہے، انہوں نے کہا کہ حکومت عوام کی خدمت کے لئے ہر ممکن اقدامات کر رہی ہے اور ملک میں ترقی کا سفر جاری رہے گا، اس موقع پر دیگر رہنماؤں نے بھی خطاب کیا اور عوامی مسائل کے حل پر زور دیا۔ e.Comrace یہ خبر صفحہ اول سے جاری ہے، انہوں نے کہا کہ حکومت عوام کی خدمت کے لئے ہر ممکن اقدامات کر رہی ہے اور ملک میں ترقی کا سفر جاری رہے گا، اس موقع پر دیگر رہنماؤں نے بھی خطاب کیا اور عوامی مسائل کے حل پر زور دیا۔ [437,454,539,846]
continuation-block-19 [437,850,539,1104]
continuation-tag [437,434,539,452]
continuation-number: 39 [88,949,110,965]
continuation-label: بقیہ [551,1283,570,1294]
continuation-tag [116,18,218,36]
continuation-label: بقیہ [658,437,677,448]
imprint-phone-2: 0300-5468808 [765,1476,853,1491]
imprint-role: سٹی ایڈیٹر [819,1448,856,1458]
story-text: یہ خبر صفحہ اول سے جاری ہے، انہوں نے کہا کہ حکومت عوام کی خدمت کے لئے ہر ممکن اقدامات کر رہی ہے اور ملک میں ترقی کا سفر جاری رہے گا، اس موقع پر دیگر رہنماؤں نے بھی خطاب کیا اور عوامی مسائل کے حل پر زور دیا۔ یہ خبر صفحہ اول سے جاری ہے، انہوں نے کہا کہ حکومت عوام کی خدمت کے لئے ہر ممکن اقدامات کر رہی ہے اور ملک میں ترقی کا سفر جاری رہے گا، اس موقع پر دیگر رہنماؤں نے بھی خطاب کیا اور عوامی مسائل کے حل پر زور دیا۔ یہ خبر صفحہ اول سے جاری ہے، انہوں نے کہا کہ حکومت عوام کی خدمت کے لئے ہر ممکن اقدامات کر رہی ہے اور ملک میں ترقی کا سفر جاری رہے گا، اس موقع پر دیگر رہنماؤں نے بھی خطاب کیا اور عوامی مسائل کے حل پر زور دیا۔ [223,1642,325,1874]
continuation-block-13 [544,458,646,945]
continuation-block-20 [437,1107,539,1287]
story-text: یہ خبر صفحہ اول سے جاری ہے، انہوں نے کہا کہ حکومت عوام کی خدمت کے لئے ہر ممکن اقدامات کر رہی ہے اور ملک میں ترقی کا سفر جاری رہے گا، اس موقع پر دیگر رہنماؤں نے بھی خطاب کیا اور عوامی مسائل کے حل پر زور دیا۔ یہ خبر صفحہ اول سے جاری ہے، انہوں نے کہا کہ حکومت عوام کی خدمت کے لئے ہر ممکن اقدامات کر رہی ہے اور ملک میں ترقی کا سفر جاری رہے گا، اس موقع پر دیگر رہنماؤں نے بھی خطاب کیا اور عوامی مسائل کے حل پر زور دیا۔ یہ خبر صفحہ اول سے جاری ہے، انہوں نے کہا کہ حکومت عوام کی خدمت کے لئے ہر ممکن اقدامات کر رہی ہے اور ملک میں ترقی کا سفر جاری رہے گا، اس موقع پر دیگر رہنماؤں نے بھی خطاب کیا اور عوامی مسائل کے حل پر زور دیا۔ یہ خبر صفحہ اول سے جاری ہے، انہوں نے کہا کہ حکومت عوام کی خدمت کے لئے ہر ممکن اقدامات کر رہی ہے اور ملک میں ترقی کا سفر جاری رہے گا، اس موقع پر دیگر رہنماؤں نے بھی خطاب کیا اور عوامی مسائل کے حل پر زور دیا۔ یہ خبر صفحہ اول سے جاری ہے، انہوں نے کہا کہ حکومت عوام کی خدمت کے لئے ہر ممکن اقدامات کر رہی ہے اور ملک میں ترقی کا سفر جاری رہے گا، اس موقع پر دیگر رہنماؤں نے بھی خطاب کیا اور عوامی مسائل کے حل پر زور دیا۔ [8,221,111,613]
imprint-role: مینیجنگ ایڈیٹر [809,1384,856,1394]
continuation-block-26 [223,18,325,346]
continuation-block-9 [651,1301,753,1714]
story-text: یہ خبر صفحہ اول سے جاری ہے، انہوں نے کہا کہ حکومت عوام کی خدمت کے لئے ہر ممکن اقدامات کر رہی ہے اور ملک میں ترقی کا سفر جاری رہے گا، اس موقع پر دیگر رہنماؤں نے بھی خطاب کیا اور عوامی مسائل کے حل پر زور دیا۔ یہ خبر صفحہ اول سے جاری ہے، انہوں نے کہا کہ حکومت عوام کی خدمت کے لئے ہر ممکن اقدامات کر رہی ہے اور ملک میں ترقی کا سفر جاری رہے گا، اس موقع پر دیگر رہنماؤں نے بھی خطاب کیا اور عوامی مسائل کے حل پر زور دیا۔ یہ خبر صفحہ اول سے جاری ہے، انہوں نے کہا کہ حکومت عوام کی خدمت کے لئے ہر ممکن اقدامات کر رہی ہے اور ملک میں ترقی کا سفر جاری رہے گا، اس موقع پر دیگر رہنماؤں نے بھی خطاب کیا اور عوامی مسائل کے حل پر زور دیا۔ یہ خبر صفحہ اول سے جاری ہے، انہوں نے کہا کہ حکومت عوام کی خدمت کے لئے ہر ممکن اقدامات کر رہی ہے اور ملک میں ترقی کا سفر جاری رہے گا، اس موقع پر دیگر رہنماؤں نے بھی خطاب کیا اور عوامی مسائل کے حل پر زور دیا۔ [544,969,646,1275]
continuation-tag [544,1536,646,1554]
story-text: یہ خبر صفحہ اول سے جاری ہے، انہوں نے کہا کہ حکومت عوام کی خدمت کے لئے ہر ممکن اقدامات کر رہی ہے اور ملک میں ترقی کا سفر جاری رہے گا، اس موقع پر دیگر رہنماؤں نے بھی خطاب کیا اور عوامی مسائل کے حل پر زور دیا۔ یہ خبر صفحہ اول سے جاری ہے، انہوں نے کہا کہ حکومت عوام کی خدمت کے لئے ہر ممکن اقدامات کر رہی ہے اور ملک میں ترقی کا سفر جاری رہے گا، اس موقع پر دیگر رہنماؤں نے بھی خطاب کیا اور عوامی مسائل کے حل پر زور دیا۔ یہ خبر صفحہ اول سے جاری ہے، انہوں نے کہا کہ حکومت عوام کی خدمت کے لئے ہر ممکن اقدامات کر رہی ہے اور ملک میں ترقی کا سفر جاری رہے گا، اس موقع پر دیگر رہنماؤں نے بھی خطاب کیا اور عوامی مسائل کے حل پر زور دیا۔ یہ خبر صفحہ اول سے جاری ہے، انہوں نے کہا کہ حکومت عوام کی خدمت کے لئے ہر ممکن اقدامات کر رہی ہے اور ملک میں ترقی کا سفر جاری رہے گا، اس موقع پر دیگر رہنماؤں نے بھی خطاب کیا اور عوامی مسائل کے حل پر زور دیا۔ [651,1737,753,2044]
continuation-label: بقیہ [123,620,142,631]
continuation-label: بقیہ [123,22,142,32]
continuation-number: 37 [88,202,110,218]
continuation-label: بقیہ [444,1293,463,1304]
story-text: یہ خبر صفحہ اول سے جاری ہے، انہوں نے کہا کہ حکومت عوام کی خدمت کے لئے ہر ممکن اقدامات کر رہی ہے اور ملک میں ترقی کا سفر جاری رہے گا، اس موقع پر دیگر رہنماؤں نے بھی خطاب کیا اور عوامی مسائل کے حل پر زور دیا۔ یہ خبر صفحہ اول سے جاری ہے، انہوں نے کہا کہ حکومت عوام کی خدمت کے لئے ہر ممکن اقدامات کر رہی ہے اور ملک میں ترقی کا سفر جاری رہے گا، اس موقع پر دیگر رہنماؤں نے بھی خطاب کیا اور عوامی مسائل کے حل پر زور دیا۔ [116,39,218,197]
story-text: یہ خبر صفحہ اول سے جاری ہے، انہوں نے کہا کہ حکومت عوام کی خدمت کے لئے ہر ممکن اقدامات کر رہی ہے اور ملک میں ترقی کا سفر جاری رہے گا، اس موقع پر دیگر رہنماؤں نے بھی خطاب کیا اور عوامی مسائل کے حل پر زور دیا۔ یہ خبر صفحہ اول سے جاری ہے، انہوں نے کہا کہ حکومت عوام کی خدمت کے لئے ہر ممکن اقدامات کر رہی ہے اور ملک میں ترقی کا سفر جاری رہے گا، اس موقع پر دیگر رہنماؤں نے بھی خطاب کیا اور عوامی مسائل کے حل پر زور دیا۔ [544,1557,646,1715]
continuation-tag [758,434,860,452]
continuation-number: 36 [88,19,110,35]
continuation-number: 28 [302,607,324,623]
story-text: یہ خبر صفحہ اول سے جاری ہے، انہوں نے کہا کہ حکومت عوام کی خدمت کے لئے ہر ممکن اقدامات کر رہی ہے اور ملک میں ترقی کا سفر جاری رہے گا، اس موقع پر دیگر رہنماؤں نے بھی خطاب کیا اور عوامی مسائل کے حل پر زور دیا۔ یہ خبر صفحہ اول سے جاری ہے، انہوں نے کہا کہ حکومت عوام کی خدمت کے لئے ہر ممکن اقدامات کر رہی ہے اور ملک میں ترقی کا سفر جاری رہے گا، اس موقع پر دیگر رہنماؤں نے بھی خطاب کیا اور عوامی مسائل کے حل پر زور دیا۔ یہ خبر صفحہ اول سے جاری ہے، انہوں نے کہا کہ حکومت عوام کی خدمت کے لئے ہر ممکن اقدامات کر رہی ہے اور ملک میں ترقی کا سفر جاری رہے گا، اس موقع پر دیگر رہنماؤں نے بھی خطاب کیا اور عوامی مسائل کے حل پر زور دیا۔ یہ خبر صفحہ اول سے جاری ہے، انہوں نے کہا کہ حکومت عوام کی خدمت کے لئے ہر ممکن اقدامات کر رہی ہے اور ملک میں ترقی کا سفر جاری رہے گا، اس موقع پر دیگر رہنماؤں نے بھی خطاب کیا اور عوامی مسائل کے حل پر زور دیا۔ یہ خبر صفحہ اول سے جاری ہے، انہوں نے کہا کہ حکومت عوام کی خدمت کے لئے ہر ممکن اقدامات کر رہی ہے اور ملک میں ترقی کا سفر جاری رہے گا، اس موقع پر دیگر رہنماؤں نے بھی خطاب کیا اور عوامی مسائل کے حل پر زور دیا۔ [758,39,860,430]
masthead: روزنامہ شاہین پور پر(03)25مارچ 2024ء [0,0,866,15]
continuation-block-17 [437,18,539,431]
column-8 [6,16,113,2131]
story-text: یہ خبر صفحہ اول سے جاری ہے، انہوں نے کہا کہ حکومت عوام کی خدمت کے لئے ہر ممکن اقدامات کر رہی ہے اور ملک میں ترقی کا سفر جاری رہے گا، اس موقع پر دیگر رہنماؤں نے بھی خطاب کیا اور عوامی مسائل کے حل پر زور دیا۔ یہ خبر صفحہ اول سے جاری ہے، انہوں نے کہا کہ حکومت عوام کی خدمت کے لئے ہر ممکن اقدامات کر رہی ہے اور ملک میں ترقی کا سفر جاری رہے گا، اس موقع پر دیگر رہنماؤں نے بھی خطاب کیا اور عوامی مسائل کے حل پر زور دیا۔ یہ خبر صفحہ اول سے جاری ہے، انہوں نے کہا کہ حکومت عوام کی خدمت کے لئے ہر ممکن اقدامات کر رہی ہے اور ملک میں ترقی کا سفر جاری رہے گا، اس موقع پر دیگر رہنماؤں نے بھی خطاب کیا اور عوامی مسائل کے حل پر زور دیا۔ یہ خبر صفحہ اول سے جاری ہے، انہوں نے کہا کہ حکومت عوام کی خدمت کے لئے ہر ممکن اقدامات کر رہی ہے اور ملک میں ترقی کا سفر جاری رہے گا، اس موقع پر دیگر رہنماؤں نے بھی خطاب کیا اور عوامی مسائل کے حل پر زور دیا۔ یہ خبر صفحہ اول سے جاری ہے، انہوں نے کہا کہ حکومت عوام کی خدمت کے لئے ہر ممکن اقدامات کر رہی ہے اور ملک میں ترقی کا سفر جاری رہے گا، اس موقع پر دیگر رہنماؤں نے بھی خطاب کیا اور عوامی مسائل کے حل پر زور دیا۔ [651,1321,753,1712]
imprint-person: محمد اقبال خواجہ [777,1398,816,1419]
continuation-number: 12 [623,276,645,292]
inline-term: Amazon Virtual Assistant [651,1191,753,1212]
continuation-label: بقیہ [337,353,356,364]
story-text: یہ خبر صفحہ اول سے جاری ہے، انہوں نے کہا کہ حکومت عوام کی خدمت کے لئے ہر ممکن اقدامات کر رہی ہے اور ملک میں ترقی کا سفر جاری رہے گا، اس موقع پر دیگر رہنماؤں نے بھی خطاب کیا اور عوامی مسائل کے حل پر زور دیا۔ یہ خبر صفحہ اول سے جاری ہے، انہوں نے کہا کہ حکومت عوام کی خدمت کے لئے ہر ممکن اقدامات کر رہی ہے اور ملک میں ترقی کا سفر جاری رہے گا، اس موقع پر دیگر رہنماؤں نے بھی خطاب کیا اور عوامی مسائل کے حل پر زور دیا۔ Amazon Virtual Assistant یہ خبر صفحہ اول سے جاری ہے، انہوں نے کہا کہ حکومت عوام کی خدمت کے لئے ہر ممکن اقدامات کر رہی ہے اور ملک میں ترقی کا سفر جاری رہے گا، اس موقع پر دیگر رہنماؤں نے بھی خطاب کیا اور عوامی مسائل کے حل پر زور دیا۔ [651,1043,753,1296]
story-text: یہ خبر صفحہ اول سے جاری ہے، انہوں نے کہا کہ حکومت عوام کی خدمت کے لئے ہر ممکن اقدامات کر رہی ہے اور ملک میں ترقی کا سفر جاری رہے گا، اس موقع پر دیگر رہنماؤں نے بھی خطاب کیا اور عوامی مسائل کے حل پر زور دیا۔ یہ خبر صفحہ اول سے جاری ہے، انہوں نے کہا کہ حکومت عوام کی خدمت کے لئے ہر ممکن اقدامات کر رہی ہے اور ملک میں ترقی کا سفر جاری رہے گا، اس موقع پر دیگر رہنماؤں نے بھی خطاب کیا اور عوامی مسائل کے حل پر زور دیا۔ یہ خبر صفحہ اول سے جاری ہے، انہوں نے کہا کہ حکومت عوام کی خدمت کے لئے ہر ممکن اقدامات کر رہی ہے اور ملک میں ترقی کا سفر جاری رہے گا، اس موقع پر دیگر رہنماؤں نے بھی خطاب کیا اور عوامی مسائل کے حل پر زور دیا۔ یہ خبر صفحہ اول سے جاری ہے، انہوں نے کہا کہ حکومت عوام کی خدمت کے لئے ہر ممکن اقدامات کر رہی ہے اور ملک میں ترقی کا سفر جاری رہے گا، اس موقع پر دیگر رہنماؤں نے بھی خطاب کیا اور عوامی مسائل کے حل پر زور دیا۔ [116,637,218,944]
story-text: یہ خبر صفحہ اول سے جاری ہے، انہوں نے کہا کہ حکومت عوام کی خدمت کے لئے ہر ممکن اقدامات کر رہی ہے اور ملک میں ترقی کا سفر جاری رہے گا، اس موقع پر دیگر رہنماؤں نے بھی خطاب کیا اور عوامی مسائل کے حل پر زور دیا۔ یہ خبر صفحہ اول سے جاری ہے، انہوں نے کہا کہ حکومت عوام کی خدمت کے لئے ہر ممکن اقدامات کر رہی ہے اور ملک میں ترقی کا سفر جاری رہے گا، اس موقع پر دیگر رہنماؤں نے بھی خطاب کیا اور عوامی مسائل کے حل پر زور دیا۔ یہ خبر صفحہ اول سے جاری ہے، انہوں نے کہا کہ حکومت عوام کی خدمت کے لئے ہر ممکن اقدامات کر رہی ہے اور ملک میں ترقی کا سفر جاری رہے گا، اس موقع پر دیگر رہنماؤں نے بھی خطاب کیا اور عوامی مسائل کے حل پر زور دیا۔ یہ خبر صفحہ اول سے جاری ہے، انہوں نے کہا کہ حکومت عوام کی خدمت کے لئے ہر ممکن اقدامات کر رہی ہے اور ملک میں ترقی کا سفر جاری رہے گا، اس موقع پر دیگر رہنماؤں نے بھی خطاب کیا اور عوامی مسائل کے حل پر زور دیا۔ [758,454,860,761]
continuation-label: بقیہ [123,204,142,215]
continuation-block-4 [758,1118,860,1298]
continuation-tag [437,18,539,36]
continuation-label: بقیہ [15,1808,34,1819]
continuation-number: 11 [623,19,645,35]
continuation-tag [116,617,218,635]
continuation-tag [116,201,218,219]
imprint-role: بانی چیف ایڈیٹر [824,1345,856,1366]
story-text: یہ خبر صفحہ اول سے جاری ہے، انہوں نے کہا کہ حکومت عوام کی خدمت کے لئے ہر ممکن اقدامات کر رہی ہے اور ملک میں ترقی کا سفر جاری رہے گا، اس موقع پر دیگر رہنماؤں نے بھی خطاب کیا اور عوامی مسائل کے حل پر زور دیا۔ یہ خبر صفحہ اول سے جاری ہے، انہوں نے کہا کہ حکومت عوام کی خدمت کے لئے ہر ممکن اقدامات کر رہی ہے اور ملک میں ترقی کا سفر جاری رہے گا، اس موقع پر دیگر رہنماؤں نے بھی خطاب کیا اور عوامی مسائل کے حل پر زور دیا۔ یہ خبر صفحہ اول سے جاری ہے، انہوں نے کہا کہ حکومت عوام کی خدمت کے لئے ہر ممکن اقدامات کر رہی ہے اور ملک میں ترقی کا سفر جاری رہے گا، اس موقع پر دیگر رہنماؤں نے بھی خطاب کیا اور عوامی مسائل کے حل پر زور دیا۔ SSP یہ خبر صفحہ اول سے جاری ہے، انہوں نے کہا کہ حکومت عوام کی خدمت کے لئے ہر ممکن اقدامات کر رہی ہے اور ملک میں ترقی کا سفر جاری رہے گا، اس موقع پر دیگر رہنماؤں نے بھی خطاب کیا اور عوامی مسائل کے حل پر زور دیا۔ [330,370,432,687]
continuation-block-14 [544,948,646,1276]
column-6 [220,16,327,1874]
story-text: یہ خبر صفحہ اول سے جاری ہے، انہوں نے کہا کہ حکومت عوام کی خدمت کے لئے ہر ممکن اقدامات کر رہی ہے اور ملک میں ترقی کا سفر جاری رہے گا، اس موقع پر دیگر رہنماؤں نے بھی خطاب کیا اور عوامی مسائل کے حل پر زور دیا۔ یہ خبر صفحہ اول سے جاری ہے، انہوں نے کہا کہ حکومت عوام کی خدمت کے لئے ہر ممکن اقدامات کر رہی ہے اور ملک میں ترقی کا سفر جاری رہے گا، اس موقع پر دیگر رہنماؤں نے بھی خطاب کیا اور عوامی مسائل کے حل پر زور دیا۔ یہ خبر صفحہ اول سے جاری ہے، انہوں نے کہا کہ حکومت عوام کی خدمت کے لئے ہر ممکن اقدامات کر رہی ہے اور ملک میں ترقی کا سفر جاری رہے گا، اس موقع پر دیگر رہنماؤں نے بھی خطاب کیا اور عوامی مسائل کے حل پر زور دیا۔ [116,969,218,1201]
continuation-label: بقیہ [15,204,34,215]
inline-term: IGP [245,775,266,785]
continuation-label: بقیہ [765,1121,784,1132]
continuation-number: 34 [195,618,217,634]
continuation-number: 21 [516,1291,538,1307]
newspaper-page [4,16,862,2131]
continuation-block-41 [8,1388,111,1801]
continuation-label: بقیہ [765,437,784,448]
inline-term: TEVTA [600,860,631,870]
continuation-number: 4 [844,1119,859,1135]
continuation-number: 17 [516,19,538,35]
continuation-number: 31 [302,1622,324,1638]
continuation-label: بقیہ [658,1026,677,1037]
continuation-tag [437,850,539,868]
continuation-label: بقیہ [551,279,570,290]
imprint-row [762,1383,856,1397]
continuation-number: 42 [88,1805,110,1821]
continuation-block-21 [437,1290,539,1703]
continuation-block-12 [544,275,646,455]
story-text: یہ خبر صفحہ اول سے جاری ہے، انہوں نے کہا کہ حکومت عوام کی خدمت کے لئے ہر ممکن اقدامات کر رہی ہے اور ملک میں ترقی کا سفر جاری رہے گا، اس موقع پر دیگر رہنماؤں نے بھی خطاب کیا اور عوامی مسائل کے حل پر زور دیا۔ یہ خبر صفحہ اول سے جاری ہے، انہوں نے کہا کہ حکومت عوام کی خدمت کے لئے ہر ممکن اقدامات کر رہی ہے اور ملک میں ترقی کا سفر جاری رہے گا، اس موقع پر دیگر رہنماؤں نے بھی خطاب کیا اور عوامی مسائل کے حل پر زور دیا۔ [8,1226,111,1384]
continuation-label: بقیہ [444,437,463,448]
